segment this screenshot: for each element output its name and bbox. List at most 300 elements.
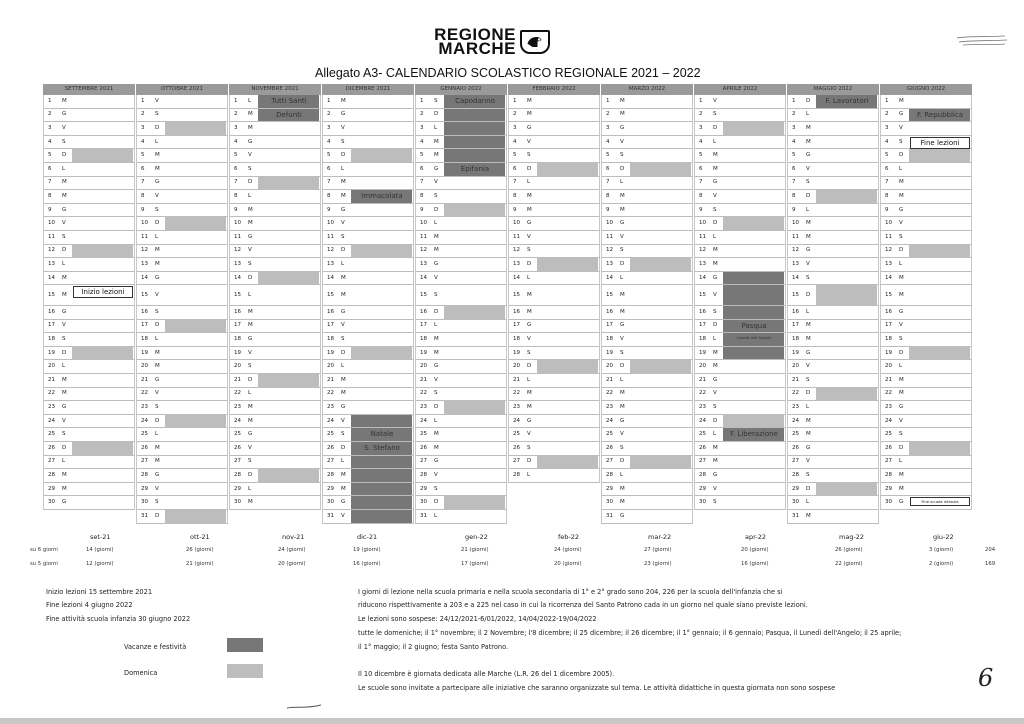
day-number: 1 xyxy=(606,97,610,104)
day-number: 13 xyxy=(513,260,520,267)
day-number: 8 xyxy=(606,192,610,199)
weekday-letter: S xyxy=(527,349,531,356)
day-number: 18 xyxy=(606,335,613,342)
day-row xyxy=(508,428,600,442)
weekday-letter: M xyxy=(713,247,718,254)
weekday-letter: G xyxy=(434,165,439,172)
day-number: 24 xyxy=(699,417,706,424)
day-number: 27 xyxy=(606,458,613,465)
day-row xyxy=(508,136,600,150)
day-row xyxy=(787,190,879,204)
weekday-letter: S xyxy=(341,138,345,145)
sunday-cell xyxy=(72,245,133,258)
day-row xyxy=(601,374,693,388)
weekday-letter: G xyxy=(527,124,532,131)
day-row xyxy=(880,320,972,334)
day-number: 29 xyxy=(48,485,55,492)
legend-vacanze-label: Vacanze e festività xyxy=(124,643,187,651)
weekday-letter: L xyxy=(713,233,717,240)
weekday-letter: D xyxy=(434,403,439,410)
day-row xyxy=(787,149,879,163)
holiday-cell xyxy=(351,496,412,509)
month-footer-name: mar-22 xyxy=(648,533,672,541)
day-number: 8 xyxy=(885,192,889,199)
day-row xyxy=(322,95,414,109)
weekday-letter: M xyxy=(341,97,346,104)
day-number: 15 xyxy=(234,291,241,298)
weekday-letter: M xyxy=(620,192,625,199)
weekday-letter: M xyxy=(248,417,253,424)
weekday-letter: M xyxy=(434,444,439,451)
day-row xyxy=(229,272,321,286)
day-row xyxy=(787,122,879,136)
sunday-cell xyxy=(909,347,970,360)
weekday-letter: V xyxy=(806,165,810,172)
day-number: 26 xyxy=(327,444,334,451)
day-number: 16 xyxy=(141,308,148,315)
day-row xyxy=(136,456,228,470)
day-row xyxy=(415,122,507,136)
day-number: 20 xyxy=(792,363,799,370)
weekday-letter: G xyxy=(713,274,718,281)
day-row xyxy=(136,360,228,374)
day-number: 2 xyxy=(606,111,610,118)
day-number: 8 xyxy=(420,192,424,199)
weekday-letter: V xyxy=(713,485,717,492)
weekday-letter: M xyxy=(527,97,532,104)
count-6days: 3 (giorni) xyxy=(929,547,954,553)
day-row xyxy=(415,109,507,123)
day-row xyxy=(322,163,414,177)
holiday-label-pasqua: Pasqua xyxy=(741,321,767,330)
counts-total-6: 204 xyxy=(985,547,996,553)
month-footer-name: giu-22 xyxy=(933,533,954,541)
day-number: 22 xyxy=(48,390,55,397)
weekday-letter: L xyxy=(341,458,345,465)
weekday-letter: G xyxy=(341,111,346,118)
weekday-letter: V xyxy=(434,471,438,478)
weekday-letter: M xyxy=(899,376,904,383)
holiday-cell xyxy=(351,469,412,482)
day-row xyxy=(694,245,786,259)
day-row xyxy=(43,320,135,334)
day-row xyxy=(694,442,786,456)
day-number: 14 xyxy=(792,274,799,281)
day-number: 31 xyxy=(792,512,799,519)
weekday-letter: M xyxy=(527,390,532,397)
holiday-label-lunedi-angelo: Lunedì dell'Angelo xyxy=(736,335,772,341)
count-6days: 24 (giorni) xyxy=(278,547,306,553)
day-number: 22 xyxy=(606,390,613,397)
day-row xyxy=(322,415,414,429)
weekday-letter: D xyxy=(620,165,625,172)
sunday-cell xyxy=(816,483,877,496)
day-row xyxy=(880,347,972,361)
day-number: 16 xyxy=(699,308,706,315)
day-number: 25 xyxy=(885,431,892,438)
day-row xyxy=(694,163,786,177)
day-row xyxy=(415,415,507,429)
day-row xyxy=(787,360,879,374)
day-number: 29 xyxy=(141,485,148,492)
day-row xyxy=(229,388,321,402)
holiday-cell xyxy=(723,306,784,319)
day-row xyxy=(880,190,972,204)
day-row xyxy=(880,245,972,259)
day-number: 29 xyxy=(885,485,892,492)
sunday-cell xyxy=(537,163,598,176)
day-row xyxy=(43,217,135,231)
counts-row1-label: su 6 giorni xyxy=(30,547,58,553)
day-number: 24 xyxy=(141,417,148,424)
day-number: 12 xyxy=(141,247,148,254)
day-row xyxy=(694,109,786,123)
day-row xyxy=(601,320,693,334)
day-number: 13 xyxy=(141,260,148,267)
day-row xyxy=(694,415,786,429)
day-row xyxy=(787,231,879,245)
weekday-letter: L xyxy=(62,165,66,172)
weekday-letter: M xyxy=(155,363,160,370)
day-row xyxy=(787,204,879,218)
weekday-letter: L xyxy=(620,471,624,478)
day-row xyxy=(694,483,786,497)
month-header: NOVEMBRE 2021 xyxy=(229,84,321,95)
day-number: 26 xyxy=(699,444,706,451)
day-row xyxy=(880,401,972,415)
weekday-letter: M xyxy=(434,138,439,145)
day-number: 31 xyxy=(420,512,427,519)
day-row xyxy=(43,136,135,150)
weekday-letter: M xyxy=(434,349,439,356)
day-row xyxy=(601,109,693,123)
weekday-letter: S xyxy=(713,403,717,410)
day-number: 26 xyxy=(606,444,613,451)
day-number: 6 xyxy=(141,165,145,172)
day-row xyxy=(694,177,786,191)
day-number: 27 xyxy=(327,458,334,465)
day-number: 27 xyxy=(885,458,892,465)
weekday-letter: D xyxy=(713,220,718,227)
weekday-letter: M xyxy=(155,247,160,254)
day-number: 19 xyxy=(327,349,334,356)
month-footer-name: set-21 xyxy=(90,533,111,541)
weekday-letter: D xyxy=(62,247,67,254)
day-row xyxy=(508,190,600,204)
day-number: 19 xyxy=(141,349,148,356)
sunday-cell xyxy=(258,272,319,285)
month-header: FEBBRAIO 2022 xyxy=(508,84,600,95)
day-row xyxy=(43,360,135,374)
weekday-letter: S xyxy=(806,376,810,383)
holiday-cell xyxy=(723,347,784,360)
sunday-cell xyxy=(351,245,412,258)
weekday-letter: M xyxy=(620,206,625,213)
weekday-letter: G xyxy=(899,499,904,506)
day-row xyxy=(322,469,414,483)
weekday-letter: G xyxy=(248,335,253,342)
weekday-letter: S xyxy=(341,431,345,438)
day-row xyxy=(508,177,600,191)
count-6days: 21 (giorni) xyxy=(461,547,489,553)
weekday-letter: G xyxy=(155,179,160,186)
weekday-letter: V xyxy=(341,220,345,227)
legend-domenica-label: Domenica xyxy=(124,669,158,677)
day-row xyxy=(229,149,321,163)
day-row xyxy=(136,347,228,361)
day-number: 2 xyxy=(234,111,238,118)
holiday-cell xyxy=(351,510,412,523)
day-row xyxy=(601,258,693,272)
weekday-letter: L xyxy=(62,363,66,370)
day-row xyxy=(694,388,786,402)
weekday-letter: V xyxy=(806,363,810,370)
day-number: 5 xyxy=(792,152,796,159)
day-row xyxy=(229,306,321,320)
month-column xyxy=(415,84,507,530)
day-row xyxy=(694,347,786,361)
day-row xyxy=(229,258,321,272)
day-number: 18 xyxy=(699,335,706,342)
weekday-letter: D xyxy=(155,512,160,519)
weekday-letter: D xyxy=(62,152,67,159)
weekday-letter: L xyxy=(62,458,66,465)
holiday-cell xyxy=(351,415,412,428)
day-row xyxy=(229,483,321,497)
day-row xyxy=(322,333,414,347)
day-number: 30 xyxy=(420,499,427,506)
day-row xyxy=(322,245,414,259)
day-row xyxy=(43,109,135,123)
day-row xyxy=(322,320,414,334)
day-row xyxy=(694,190,786,204)
day-row xyxy=(880,285,972,306)
day-number: 20 xyxy=(48,363,55,370)
day-row xyxy=(694,136,786,150)
day-row xyxy=(229,136,321,150)
weekday-letter: L xyxy=(434,417,438,424)
day-number: 28 xyxy=(327,471,334,478)
weekday-letter: G xyxy=(62,206,67,213)
day-row xyxy=(322,347,414,361)
weekday-letter: L xyxy=(806,206,810,213)
day-number: 11 xyxy=(606,233,613,240)
weekday-letter: D xyxy=(248,179,253,186)
day-row xyxy=(601,388,693,402)
sunday-cell xyxy=(909,245,970,258)
day-number: 11 xyxy=(420,233,427,240)
day-row xyxy=(229,231,321,245)
holiday-label-capodanno: Capodanno xyxy=(455,97,495,105)
day-row xyxy=(508,469,600,483)
weekday-letter: M xyxy=(434,431,439,438)
weekday-letter: M xyxy=(713,444,718,451)
day-row xyxy=(43,204,135,218)
day-row xyxy=(601,415,693,429)
weekday-letter: S xyxy=(806,471,810,478)
weekday-letter: L xyxy=(620,274,624,281)
weekday-letter: D xyxy=(155,322,160,329)
day-row xyxy=(136,510,228,524)
day-row xyxy=(601,456,693,470)
day-row xyxy=(601,149,693,163)
weekday-letter: M xyxy=(806,431,811,438)
day-number: 28 xyxy=(48,471,55,478)
month-column xyxy=(43,84,135,530)
day-number: 26 xyxy=(234,444,241,451)
weekday-letter: S xyxy=(713,111,717,118)
month-column xyxy=(508,84,600,530)
sunday-cell xyxy=(72,347,133,360)
weekday-letter: M xyxy=(62,376,67,383)
weekday-letter: D xyxy=(62,349,67,356)
weekday-letter: D xyxy=(527,458,532,465)
sunday-cell xyxy=(537,360,598,373)
day-row xyxy=(601,122,693,136)
day-number: 6 xyxy=(606,165,610,172)
scan-bottom-band xyxy=(0,718,1024,724)
day-number: 17 xyxy=(420,322,427,329)
day-row xyxy=(136,163,228,177)
day-number: 3 xyxy=(885,124,889,131)
day-row xyxy=(322,136,414,150)
weekday-letter: M xyxy=(620,111,625,118)
day-number: 14 xyxy=(420,274,427,281)
day-number: 5 xyxy=(48,152,52,159)
day-row xyxy=(508,245,600,259)
day-number: 9 xyxy=(420,206,424,213)
weekday-letter: M xyxy=(155,458,160,465)
weekday-letter: G xyxy=(806,152,811,159)
day-row xyxy=(415,204,507,218)
day-row xyxy=(415,428,507,442)
day-number: 26 xyxy=(141,444,148,451)
day-number: 20 xyxy=(141,363,148,370)
weekday-letter: V xyxy=(248,349,252,356)
weekday-letter: V xyxy=(62,124,66,131)
sunday-cell xyxy=(909,442,970,455)
day-row xyxy=(136,320,228,334)
day-row xyxy=(229,374,321,388)
day-row xyxy=(415,496,507,510)
weekday-letter: L xyxy=(155,138,159,145)
day-number: 14 xyxy=(885,274,892,281)
day-row xyxy=(229,415,321,429)
day-row xyxy=(880,388,972,402)
weekday-letter: L xyxy=(806,111,810,118)
day-row xyxy=(601,136,693,150)
weekday-letter: M xyxy=(62,390,67,397)
note-line-6: Il 10 dicembre è giornata dedicata alle Marche (L.R. 26 del 1 dicembre 2005). xyxy=(358,670,615,678)
weekday-letter: S xyxy=(434,192,438,199)
day-row xyxy=(880,333,972,347)
weekday-letter: D xyxy=(620,363,625,370)
day-row xyxy=(136,109,228,123)
day-number: 9 xyxy=(234,206,238,213)
weekday-letter: V xyxy=(434,274,438,281)
day-number: 7 xyxy=(606,179,610,186)
day-row xyxy=(415,217,507,231)
day-row xyxy=(601,190,693,204)
day-number: 10 xyxy=(420,220,427,227)
day-row xyxy=(322,510,414,524)
note-line-7: Le scuole sono invitate a partecipare alle iniziative che saranno organizzate sul tema. Le attività didattiche in questa giornata non sono sospese xyxy=(358,684,836,692)
weekday-letter: D xyxy=(248,376,253,383)
weekday-letter: V xyxy=(527,431,531,438)
day-number: 13 xyxy=(420,260,427,267)
day-number: 26 xyxy=(48,444,55,451)
count-5days: 21 (giorni) xyxy=(186,561,214,567)
day-row xyxy=(43,95,135,109)
day-number: 27 xyxy=(234,458,241,465)
day-number: 30 xyxy=(327,499,334,506)
weekday-letter: V xyxy=(62,322,66,329)
day-row xyxy=(601,401,693,415)
day-number: 9 xyxy=(327,206,331,213)
day-number: 11 xyxy=(234,233,241,240)
day-row xyxy=(322,388,414,402)
weekday-letter: M xyxy=(527,192,532,199)
day-row xyxy=(43,483,135,497)
day-row xyxy=(508,360,600,374)
weekday-letter: M xyxy=(527,291,532,298)
day-number: 19 xyxy=(606,349,613,356)
day-row xyxy=(787,272,879,286)
day-row xyxy=(136,496,228,510)
day-row xyxy=(43,231,135,245)
day-number: 29 xyxy=(420,485,427,492)
month-header: SETTEMBRE 2021 xyxy=(43,84,135,95)
day-row xyxy=(136,388,228,402)
day-number: 21 xyxy=(234,376,241,383)
count-6days: 14 (giorni) xyxy=(86,547,114,553)
sunday-cell xyxy=(165,122,226,135)
day-number: 9 xyxy=(48,206,52,213)
day-row xyxy=(601,231,693,245)
weekday-letter: G xyxy=(527,220,532,227)
day-number: 6 xyxy=(792,165,796,172)
day-number: 17 xyxy=(234,322,241,329)
day-number: 12 xyxy=(234,247,241,254)
day-number: 16 xyxy=(792,308,799,315)
day-row xyxy=(415,388,507,402)
holiday-cell xyxy=(351,456,412,469)
day-number: 9 xyxy=(141,206,145,213)
day-row xyxy=(136,204,228,218)
sunday-cell xyxy=(165,510,226,523)
day-number: 10 xyxy=(141,220,148,227)
day-number: 30 xyxy=(48,499,55,506)
weekday-letter: L xyxy=(713,431,717,438)
day-number: 4 xyxy=(513,138,517,145)
day-number: 3 xyxy=(327,124,331,131)
weekday-letter: D xyxy=(341,152,346,159)
day-row xyxy=(229,245,321,259)
month-header: DICEMBRE 2021 xyxy=(322,84,414,95)
day-number: 5 xyxy=(420,152,424,159)
day-row xyxy=(229,401,321,415)
monthly-counts xyxy=(0,533,1024,573)
weekday-letter: L xyxy=(248,97,252,104)
weekday-letter: S xyxy=(155,111,159,118)
weekday-letter: M xyxy=(341,274,346,281)
weekday-letter: M xyxy=(341,179,346,186)
day-row xyxy=(880,163,972,177)
count-5days: 17 (giorni) xyxy=(461,561,489,567)
day-row xyxy=(508,347,600,361)
day-number: 13 xyxy=(327,260,334,267)
weekday-letter: L xyxy=(806,308,810,315)
